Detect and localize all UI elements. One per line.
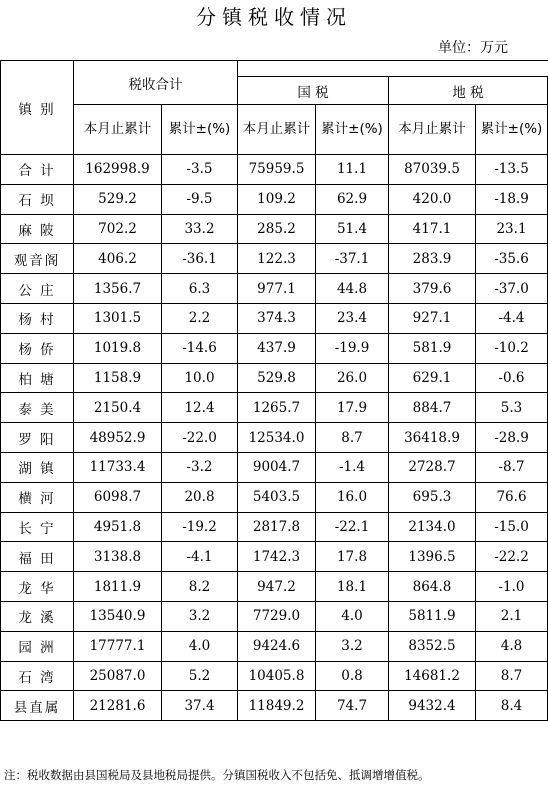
table-row [1,423,548,453]
value-cell-loc-pct: 8.7 [476,661,548,691]
table-body [1,155,548,721]
value-cell-nat: 285.2 [238,214,316,244]
table-row [1,214,548,244]
town-name-cell: 杨 村 [1,303,74,333]
value-cell-nat-pct: 4.0 [316,601,389,631]
value-cell-loc: 420.0 [389,184,476,214]
value-cell-loc: 864.8 [389,572,476,602]
town-name-cell: 公 庄 [1,274,74,304]
town-name-cell: 横 河 [1,482,74,512]
town-name-cell: 杨 侨 [1,333,74,363]
value-cell-total-pct: -3.5 [162,155,238,185]
value-cell-nat-pct: 16.0 [316,482,389,512]
table-row [1,303,548,333]
table-row [1,244,548,274]
value-cell-nat-pct: -1.4 [316,452,389,482]
value-cell-total: 1158.9 [74,363,162,393]
value-cell-total: 1301.5 [74,303,162,333]
value-cell-total: 529.2 [74,184,162,214]
value-cell-loc: 927.1 [389,303,476,333]
local-month-cum-header: 本月止累计 [389,105,476,155]
value-cell-loc-pct: -35.6 [476,244,548,274]
value-cell-nat: 10405.8 [238,661,316,691]
unit-label: 单位：万元 [438,40,508,56]
value-cell-loc-pct: 5.3 [476,393,548,423]
table-row [1,542,548,572]
value-cell-loc-pct: 76.6 [476,482,548,512]
value-cell-loc-pct: 2.1 [476,601,548,631]
town-name-cell: 石 湾 [1,661,74,691]
table-row [1,184,548,214]
value-cell-loc-pct: 4.8 [476,631,548,661]
value-cell-nat-pct: 3.2 [316,631,389,661]
value-cell-nat: 977.1 [238,274,316,304]
value-cell-loc-pct: -10.2 [476,333,548,363]
tax-total-header: 税收合计 [74,61,238,105]
value-cell-total-pct: 4.0 [162,631,238,661]
value-cell-loc-pct: -18.9 [476,184,548,214]
value-cell-loc-pct: -0.6 [476,363,548,393]
value-cell-total-pct: 6.3 [162,274,238,304]
value-cell-nat: 1742.3 [238,542,316,572]
table-row [1,393,548,423]
local-cum-change-header: 累计±(%) [476,105,548,155]
value-cell-nat-pct: 17.8 [316,542,389,572]
value-cell-loc-pct: -28.9 [476,423,548,453]
value-cell-loc: 5811.9 [389,601,476,631]
town-name-cell: 罗 阳 [1,423,74,453]
value-cell-total: 2150.4 [74,393,162,423]
value-cell-nat: 374.3 [238,303,316,333]
town-name-cell: 合 计 [1,155,74,185]
total-cum-change-header: 累计±(%) [162,105,238,155]
town-name-cell: 柏 塘 [1,363,74,393]
town-name-cell: 长 宁 [1,512,74,542]
town-name-cell: 石 坝 [1,184,74,214]
header-spacer [238,61,548,77]
value-cell-total: 25087.0 [74,661,162,691]
value-cell-nat: 529.8 [238,363,316,393]
value-cell-nat: 122.3 [238,244,316,274]
value-cell-loc-pct: 8.4 [476,691,548,721]
value-cell-nat-pct: 62.9 [316,184,389,214]
table-row [1,155,548,185]
table-row [1,631,548,661]
value-cell-total-pct: -36.1 [162,244,238,274]
value-cell-total-pct: -22.0 [162,423,238,453]
table-row [1,601,548,631]
value-cell-loc: 417.1 [389,214,476,244]
value-cell-nat: 7729.0 [238,601,316,631]
table-row [1,333,548,363]
value-cell-nat: 947.2 [238,572,316,602]
value-cell-nat-pct: 8.7 [316,423,389,453]
value-cell-loc-pct: -1.0 [476,572,548,602]
value-cell-loc: 283.9 [389,244,476,274]
value-cell-nat: 5403.5 [238,482,316,512]
value-cell-nat-pct: -22.1 [316,512,389,542]
value-cell-total: 17777.1 [74,631,162,661]
value-cell-loc-pct: -4.4 [476,303,548,333]
value-cell-nat: 437.9 [238,333,316,363]
footnote: 注：税收数据由县国税局及县地税局提供。分镇国税收入不包括免、抵调增增值税。 [4,768,430,782]
value-cell-loc: 36418.9 [389,423,476,453]
value-cell-loc: 87039.5 [389,155,476,185]
value-cell-total: 1019.8 [74,333,162,363]
value-cell-total-pct: 33.2 [162,214,238,244]
value-cell-total: 48952.9 [74,423,162,453]
national-month-cum-header: 本月止累计 [238,105,316,155]
table-row [1,661,548,691]
value-cell-nat-pct: 11.1 [316,155,389,185]
value-cell-loc-pct: -22.2 [476,542,548,572]
value-cell-nat: 2817.8 [238,512,316,542]
table-row [1,452,548,482]
value-cell-nat: 9004.7 [238,452,316,482]
value-cell-total-pct: 12.4 [162,393,238,423]
value-cell-total: 162998.9 [74,155,162,185]
town-name-cell: 龙 溪 [1,601,74,631]
value-cell-loc: 629.1 [389,363,476,393]
value-cell-total-pct: 8.2 [162,572,238,602]
value-cell-loc: 581.9 [389,333,476,363]
value-cell-total: 1356.7 [74,274,162,304]
value-cell-nat: 1265.7 [238,393,316,423]
town-name-cell: 园 洲 [1,631,74,661]
value-cell-loc: 379.6 [389,274,476,304]
value-cell-total-pct: -9.5 [162,184,238,214]
value-cell-loc: 2728.7 [389,452,476,482]
town-name-cell: 福 田 [1,542,74,572]
value-cell-loc: 2134.0 [389,512,476,542]
value-cell-total-pct: 5.2 [162,661,238,691]
value-cell-loc: 8352.5 [389,631,476,661]
value-cell-total: 4951.8 [74,512,162,542]
value-cell-nat-pct: 26.0 [316,363,389,393]
value-cell-nat-pct: 0.8 [316,661,389,691]
tax-table [0,60,548,721]
value-cell-total-pct: 37.4 [162,691,238,721]
table-row [1,691,548,721]
value-cell-total: 702.2 [74,214,162,244]
value-cell-loc-pct: -8.7 [476,452,548,482]
value-cell-nat: 9424.6 [238,631,316,661]
value-cell-nat-pct: 51.4 [316,214,389,244]
town-header: 镇 别 [1,61,74,155]
value-cell-loc: 695.3 [389,482,476,512]
value-cell-loc-pct: -37.0 [476,274,548,304]
value-cell-nat-pct: 74.7 [316,691,389,721]
value-cell-total-pct: -14.6 [162,333,238,363]
value-cell-nat-pct: 18.1 [316,572,389,602]
value-cell-total-pct: -19.2 [162,512,238,542]
value-cell-nat-pct: 44.8 [316,274,389,304]
town-name-cell: 湖 镇 [1,452,74,482]
value-cell-nat: 75959.5 [238,155,316,185]
total-month-cum-header: 本月止累计 [74,105,162,155]
value-cell-loc: 884.7 [389,393,476,423]
town-name-cell: 观音阁 [1,244,74,274]
town-name-cell: 龙 华 [1,572,74,602]
value-cell-loc: 1396.5 [389,542,476,572]
value-cell-nat: 11849.2 [238,691,316,721]
town-name-cell: 泰 美 [1,393,74,423]
table-row [1,482,548,512]
value-cell-nat: 12534.0 [238,423,316,453]
value-cell-total: 6098.7 [74,482,162,512]
value-cell-total-pct: -3.2 [162,452,238,482]
value-cell-nat-pct: 17.9 [316,393,389,423]
value-cell-total-pct: 3.2 [162,601,238,631]
value-cell-loc-pct: -15.0 [476,512,548,542]
value-cell-nat-pct: 23.4 [316,303,389,333]
table-row [1,363,548,393]
value-cell-nat-pct: -19.9 [316,333,389,363]
value-cell-loc: 9432.4 [389,691,476,721]
table-row [1,274,548,304]
value-cell-loc-pct: -13.5 [476,155,548,185]
value-cell-total: 11733.4 [74,452,162,482]
value-cell-total: 406.2 [74,244,162,274]
value-cell-total-pct: 2.2 [162,303,238,333]
value-cell-total: 1811.9 [74,572,162,602]
value-cell-total-pct: -4.1 [162,542,238,572]
value-cell-total-pct: 10.0 [162,363,238,393]
town-name-cell: 县直属 [1,691,74,721]
value-cell-loc: 14681.2 [389,661,476,691]
national-tax-header: 国 税 [238,77,389,105]
value-cell-nat-pct: -37.1 [316,244,389,274]
page-title: 分镇税收情况 [196,5,352,29]
value-cell-total: 21281.6 [74,691,162,721]
town-name-cell: 麻 陂 [1,214,74,244]
value-cell-total-pct: 20.8 [162,482,238,512]
local-tax-header: 地 税 [389,77,548,105]
value-cell-total: 13540.9 [74,601,162,631]
value-cell-loc-pct: 23.1 [476,214,548,244]
national-cum-change-header: 累计±(%) [316,105,389,155]
table-row [1,572,548,602]
value-cell-total: 3138.8 [74,542,162,572]
value-cell-nat: 109.2 [238,184,316,214]
table-row [1,512,548,542]
